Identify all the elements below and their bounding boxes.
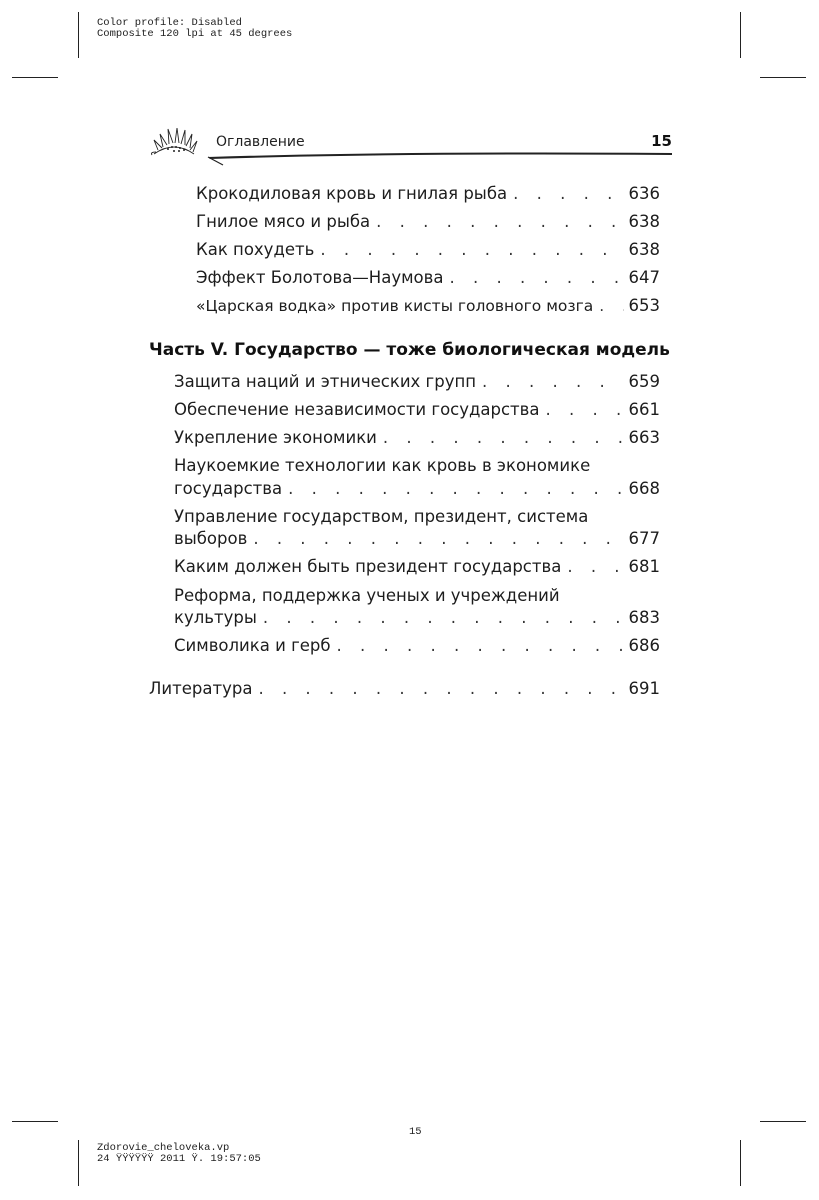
dot-leader — [599, 295, 624, 317]
dot-leader — [482, 371, 624, 393]
toc-entry — [196, 211, 660, 233]
dot-leader — [449, 267, 624, 289]
running-head-page-number: 15 — [651, 132, 672, 150]
crop-mark — [760, 1121, 806, 1122]
toc-entry — [196, 267, 660, 289]
dot-leader — [258, 678, 624, 700]
toc-entry-title: государства — [174, 479, 283, 498]
toc-entry — [196, 239, 660, 261]
toc-entry-page: 638 — [628, 240, 660, 259]
crop-mark — [78, 1140, 79, 1186]
toc-entry-title: Обеспечение независимости государства — [174, 400, 540, 419]
toc-entry-title: выборов — [174, 529, 248, 548]
dot-leader — [337, 635, 624, 657]
toc-entry-page: 691 — [628, 679, 660, 698]
toc-entry-title-line: Наукоемкие технологии как кровь в экономике — [174, 456, 591, 475]
toc-entry-page: 638 — [628, 212, 660, 231]
toc-entry-title: Как похудеть — [196, 240, 315, 259]
toc-entry-page: 668 — [628, 479, 660, 498]
toc-entry — [174, 607, 660, 629]
print-info-bottom — [97, 1143, 261, 1165]
composite-text: Composite 120 lpi at 45 degrees — [97, 28, 293, 40]
crop-mark — [78, 12, 79, 58]
toc-entry-title: Каким должен быть президент государства — [174, 557, 562, 576]
toc-entry-page: 663 — [628, 428, 660, 447]
dot-leader — [513, 183, 624, 205]
toc-entry-page: 653 — [628, 296, 660, 315]
print-date-text: 24 ŸŸŸŸŸŸ 2011 Ÿ. 19:57:05 — [97, 1153, 261, 1165]
toc-entry-page: 681 — [628, 557, 660, 576]
toc-entry-title: Укрепление экономики — [174, 428, 377, 447]
toc-entry-title: культуры — [174, 608, 257, 627]
dot-leader — [383, 427, 624, 449]
toc-entry-title-line: Управление государством, президент, система — [174, 507, 589, 526]
dot-leader — [288, 478, 624, 500]
toc-entry-page: 659 — [628, 372, 660, 391]
toc-entry — [174, 528, 660, 550]
toc-entry-literature — [149, 678, 660, 700]
toc-entry-title: Литература — [149, 679, 253, 698]
toc-entry — [196, 183, 660, 205]
toc-entry-title: Эффект Болотова—Наумова — [196, 268, 444, 287]
running-head-title: Оглавление — [216, 134, 305, 150]
color-profile-text: Color profile: Disabled — [97, 17, 242, 29]
part-heading: Часть V. Государство — тоже биологическая модель — [149, 340, 670, 360]
crop-mark — [12, 1121, 58, 1122]
print-info-top — [97, 18, 292, 40]
toc-entry — [174, 371, 660, 393]
file-name-text: Zdorovie_cheloveka.vp — [97, 1142, 230, 1154]
toc-entry — [174, 556, 660, 578]
toc-entry-title: Защита наций и этнических групп — [174, 372, 477, 391]
toc-entry-page: 686 — [628, 636, 660, 655]
toc-entry-title: Гнилое мясо и рыба — [196, 212, 371, 231]
running-head — [148, 120, 672, 180]
dot-leader — [263, 607, 624, 629]
toc-entry — [196, 295, 660, 317]
toc-entry-page: 677 — [628, 529, 660, 548]
toc-entry-title-line: Реформа, поддержка ученых и учреждений — [174, 586, 560, 605]
toc-entry — [174, 635, 660, 657]
toc-entry-title: Символика и герб — [174, 636, 331, 655]
dot-leader — [253, 528, 624, 550]
crop-mark — [12, 77, 58, 78]
sunflower-icon — [148, 122, 200, 158]
crop-mark — [740, 12, 741, 58]
print-page-number: 15 — [409, 1126, 422, 1138]
dot-leader — [376, 211, 624, 233]
crop-mark — [760, 77, 806, 78]
toc-entry — [174, 427, 660, 449]
toc-entry — [174, 478, 660, 500]
toc-entry-page: 683 — [628, 608, 660, 627]
crop-mark — [740, 1140, 741, 1186]
toc-entry-title: «Царская водка» против кисты головного мозга — [196, 297, 594, 315]
toc-entry-title: Крокодиловая кровь и гнилая рыба — [196, 184, 508, 203]
toc-entry — [174, 399, 660, 421]
toc-entry-page: 647 — [628, 268, 660, 287]
toc-entry-page: 636 — [628, 184, 660, 203]
dot-leader — [546, 399, 624, 421]
dot-leader — [320, 239, 624, 261]
toc-entry-page: 661 — [628, 400, 660, 419]
dot-leader — [567, 556, 624, 578]
